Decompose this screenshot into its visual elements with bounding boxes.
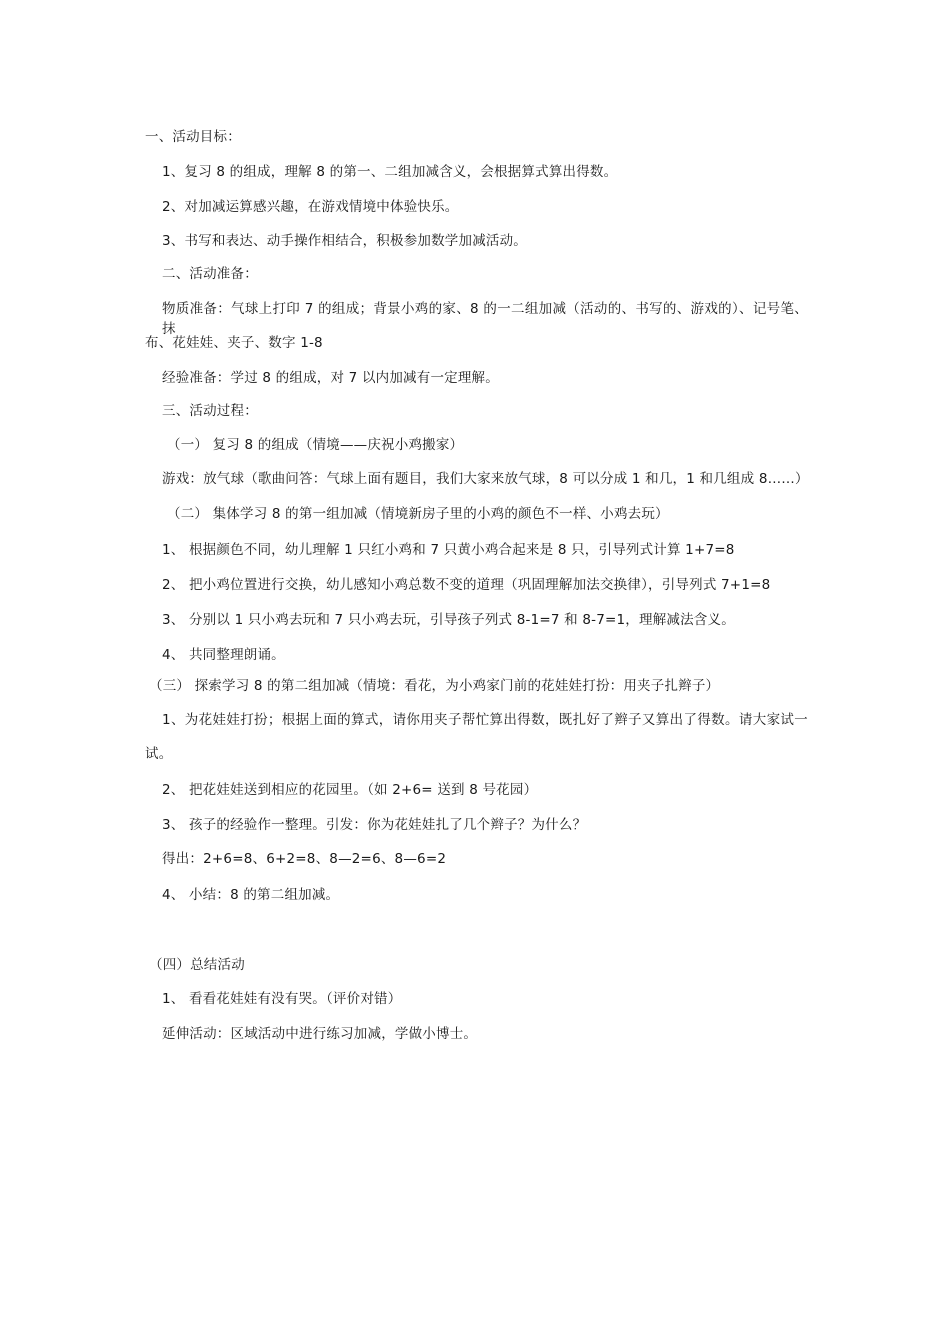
section-heading-process: 三、活动过程： bbox=[162, 403, 258, 419]
process-step-2: 2、 把小鸡位置进行交换，幼儿感知小鸡总数不变的道理（巩固理解加法交换律），引导列式 7+1=8 bbox=[162, 577, 771, 593]
goal-item-2: 2、对加减运算感兴趣，在游戏情境中体验快乐。 bbox=[162, 199, 459, 215]
subsection-heading-3: （三） 探索学习 8 的第二组加减（情境：看花，为小鸡家门前的花娃娃打扮：用夹子扎辫子） bbox=[149, 678, 720, 694]
summary-step-1: 1、 看看花娃娃有没有哭。（评价对错） bbox=[162, 991, 402, 1007]
game-description: 游戏：放气球（歌曲问答：气球上面有题目，我们大家来放气球，8 可以分成 1 和几，1 和几组成 8……） bbox=[162, 471, 809, 487]
section-heading-preparation: 二、活动准备： bbox=[162, 266, 258, 282]
section-heading-goals: 一、活动目标： bbox=[145, 129, 241, 145]
material-preparation-cont: 布、花娃娃、夹子、数字 1-8 bbox=[145, 335, 323, 351]
process-step-3: 3、 分别以 1 只小鸡去玩和 7 只小鸡去玩，引导孩子列式 8-1=7 和 8-7=1，理解减法含义。 bbox=[162, 612, 735, 628]
explore-step-3: 3、 孩子的经验作一整理。引发：你为花娃娃扎了几个辫子？为什么？ bbox=[162, 817, 587, 833]
process-step-4: 4、 共同整理朗诵。 bbox=[162, 647, 285, 663]
goal-item-3: 3、书写和表达、动手操作相结合，积极参加数学加减活动。 bbox=[162, 233, 527, 249]
explore-step-2: 2、 把花娃娃送到相应的花园里。（如 2+6= 送到 8 号花园） bbox=[162, 782, 538, 798]
explore-result: 得出：2+6=8、6+2=8、8—2=6、8—6=2 bbox=[162, 851, 447, 867]
goal-item-1: 1、复习 8 的组成，理解 8 的第一、二组加减含义，会根据算式算出得数。 bbox=[162, 164, 618, 180]
explore-step-1: 1、为花娃娃打扮；根据上面的算式，请你用夹子帮忙算出得数，既扎好了辫子又算出了得数。请大家试一 bbox=[162, 712, 808, 728]
explore-step-4: 4、 小结：8 的第二组加减。 bbox=[162, 887, 340, 903]
subsection-heading-1: （一） 复习 8 的组成（情境——庆祝小鸡搬家） bbox=[167, 437, 464, 453]
extension-activity: 延伸活动：区域活动中进行练习加减，学做小博士。 bbox=[162, 1026, 478, 1042]
process-step-1: 1、 根据颜色不同，幼儿理解 1 只红小鸡和 7 只黄小鸡合起来是 8 只，引导列式计算 1+7=8 bbox=[162, 542, 735, 558]
experience-preparation: 经验准备：学过 8 的组成，对 7 以内加减有一定理解。 bbox=[162, 370, 499, 386]
subsection-heading-4: （四）总结活动 bbox=[149, 957, 245, 973]
subsection-heading-2: （二） 集体学习 8 的第一组加减（情境新房子里的小鸡的颜色不一样、小鸡去玩） bbox=[167, 506, 669, 522]
explore-step-1-cont: 试。 bbox=[145, 746, 173, 762]
material-preparation: 物质准备：气球上打印 7 的组成；背景小鸡的家、8 的一二组加减（活动的、书写的、游戏的）、记号笔、抹 bbox=[162, 301, 808, 337]
